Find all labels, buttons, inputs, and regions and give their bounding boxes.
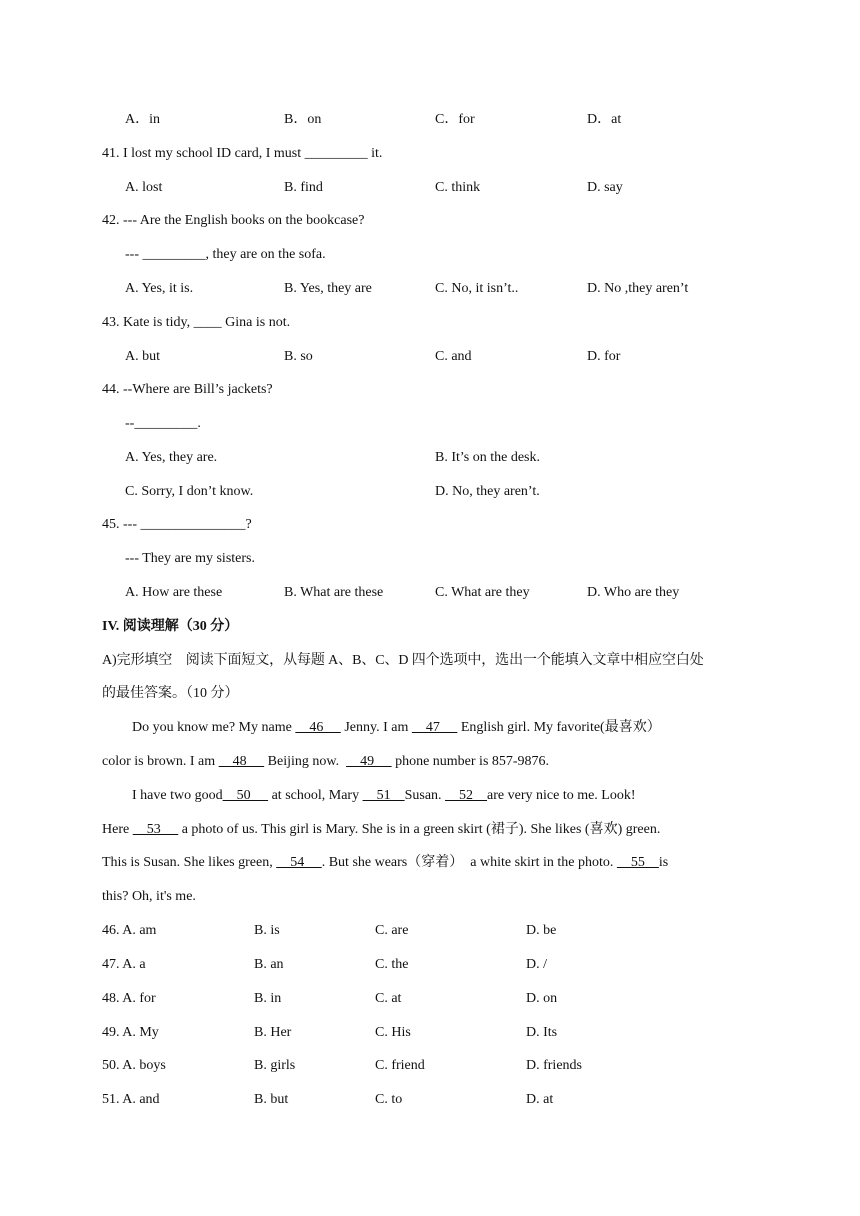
- answer-50-b: B. girls: [254, 1058, 296, 1073]
- q42-stem-reply: --- _________, they are on the sofa.: [125, 247, 326, 262]
- blank-46: 46: [295, 720, 341, 735]
- answer-50-a: 50. A. boys: [102, 1058, 166, 1073]
- q43-option-c: C. and: [435, 349, 472, 364]
- passage-line: this? Oh, it's me.: [102, 889, 196, 904]
- blank-51: 51: [362, 788, 405, 803]
- blank-53: 53: [132, 822, 179, 837]
- q41-option-c: C. think: [435, 180, 481, 195]
- passage-line: Do you know me? My name 46 Jenny. I am 47 English girl. My favorite(最喜欢）: [132, 720, 661, 735]
- blank-49: 49: [346, 754, 392, 769]
- q40-option-b: B．on: [284, 112, 322, 127]
- section-instruction-cont: 的最佳答案。（10 分）: [102, 686, 239, 701]
- q45-option-b: B. What are these: [284, 585, 384, 600]
- q44-option-a: A. Yes, they are.: [125, 450, 218, 465]
- blank-55: 55: [616, 855, 659, 870]
- answer-46-a: 46. A. am: [102, 923, 157, 938]
- answer-47-c: C. the: [375, 957, 409, 972]
- q41-option-a: A. lost: [125, 180, 163, 195]
- q41-stem: 41. I lost my school ID card, I must _________ it.: [102, 146, 383, 161]
- q45-stem-reply: --- They are my sisters.: [125, 551, 255, 566]
- q44-stem: 44. --Where are Bill’s jackets?: [102, 382, 273, 397]
- q42-stem: 42. --- Are the English books on the bookcase?: [102, 213, 365, 228]
- answer-48-c: C. at: [375, 991, 402, 1006]
- answer-47-d: D. /: [526, 957, 547, 972]
- answer-47-a: 47. A. a: [102, 957, 146, 972]
- q40-option-a: A．in: [125, 112, 160, 127]
- answer-49-d: D. Its: [526, 1025, 558, 1040]
- q45-option-d: D. Who are they: [587, 585, 680, 600]
- q44-option-d: D. No, they aren’t.: [435, 484, 540, 499]
- answer-48-b: B. in: [254, 991, 282, 1006]
- answer-48-d: D. on: [526, 991, 558, 1006]
- passage-line: I have two good 50 at school, Mary 51 Susan. 52 are very nice to me. Look!: [132, 788, 636, 803]
- answer-49-c: C. His: [375, 1025, 411, 1040]
- q43-option-b: B. so: [284, 349, 313, 364]
- answer-46-d: D. be: [526, 923, 557, 938]
- q45-option-c: C. What are they: [435, 585, 530, 600]
- q40-option-c: C．for: [435, 112, 475, 127]
- section-heading: IV. 阅读理解（30 分）: [102, 619, 239, 634]
- answer-51-d: D. at: [526, 1092, 554, 1107]
- q45-stem: 45. --- _______________?: [102, 517, 252, 532]
- answer-46-b: B. is: [254, 923, 280, 938]
- blank-52: 52: [445, 788, 488, 803]
- blank-48: 48: [218, 754, 265, 769]
- answer-49-a: 49. A. My: [102, 1025, 159, 1040]
- blank-47: 47: [411, 720, 458, 735]
- answer-48-a: 48. A. for: [102, 991, 156, 1006]
- passage-line: This is Susan. She likes green, 54 . But she wears（穿着） a white skirt in the photo. 55 is: [102, 855, 669, 870]
- passage-line: Here 53 a photo of us. This girl is Mary. She is in a green skirt (裙子). She likes (喜欢) green.: [102, 822, 661, 837]
- answer-49-b: B. Her: [254, 1025, 292, 1040]
- answer-46-c: C. are: [375, 923, 409, 938]
- answer-51-b: B. but: [254, 1092, 289, 1107]
- q41-option-b: B. find: [284, 180, 323, 195]
- q41-option-d: D. say: [587, 180, 623, 195]
- answer-50-c: C. friend: [375, 1058, 425, 1073]
- answer-50-d: D. friends: [526, 1058, 582, 1073]
- q42-option-d: D. No ,they aren’t: [587, 281, 689, 296]
- q42-option-c: C. No, it isn’t..: [435, 281, 519, 296]
- blank-50: 50: [222, 788, 269, 803]
- q45-option-a: A. How are these: [125, 585, 223, 600]
- q43-stem: 43. Kate is tidy, ____ Gina is not.: [102, 315, 291, 330]
- passage-line: color is brown. I am 48 Beijing now. 49 phone number is 857-9876.: [102, 754, 550, 769]
- section-instruction: A)完形填空 阅读下面短文，从每题 A、B、C、D 四个选项中，选出一个能填入文章中相应空白处: [102, 653, 704, 668]
- q42-option-a: A. Yes, it is.: [125, 281, 194, 296]
- q44-option-c: C. Sorry, I don’t know.: [125, 484, 254, 499]
- answer-47-b: B. an: [254, 957, 284, 972]
- q44-stem-reply: --_________.: [125, 416, 201, 431]
- blank-54: 54: [276, 855, 322, 870]
- q43-option-d: D. for: [587, 349, 621, 364]
- q43-option-a: A. but: [125, 349, 160, 364]
- q44-option-b: B. It’s on the desk.: [435, 450, 540, 465]
- answer-51-a: 51. A. and: [102, 1092, 160, 1107]
- q42-option-b: B. Yes, they are: [284, 281, 372, 296]
- answer-51-c: C. to: [375, 1092, 403, 1107]
- q40-option-d: D．at: [587, 112, 622, 127]
